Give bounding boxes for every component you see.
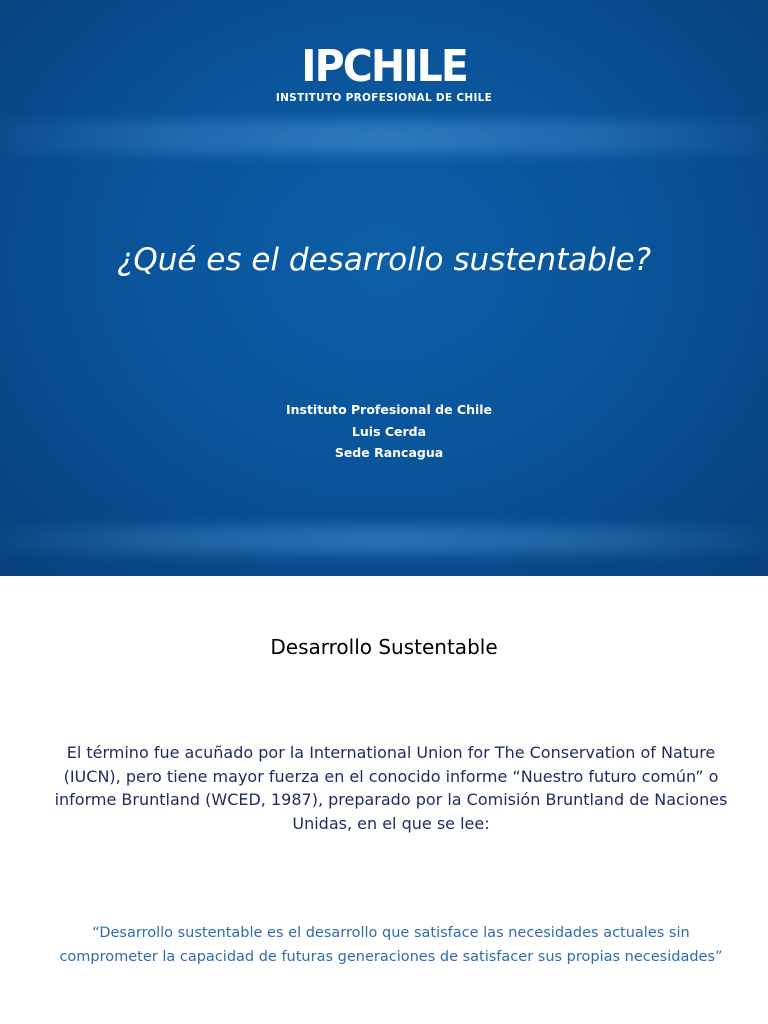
content-slide-title: Desarrollo Sustentable: [270, 635, 498, 659]
slide-title: ¿Qué es el desarrollo sustentable?: [116, 242, 652, 278]
content-slide: [0, 576, 768, 1024]
credits-block: [0, 399, 768, 464]
credit-campus: Sede Rancagua: [334, 445, 444, 460]
definition-paragraph: El término fue acuñado por la International Union for The Conservation of Nature (IUCN), pero tiene mayor fuerza en el conocido informe “Nuestro futuro común” o informe Bruntland (WCED, 1987), preparado por la Comisión Bruntland de Naciones Unidas, en el que se lee:: [54, 743, 728, 833]
decorative-light-band: [0, 120, 768, 154]
decorative-light-band: [0, 526, 768, 554]
logo-wordmark: IPCHILE: [301, 41, 467, 92]
definition-quote: “Desarrollo sustentable es el desarrollo que satisface las necesidades actuales sin comprometer la capacidad de futuras generaciones de satisfacer sus propias necesidades”: [59, 925, 723, 965]
logo-subtitle: INSTITUTO PROFESIONAL DE CHILE: [275, 92, 493, 104]
credit-author: Luis Cerda: [351, 423, 427, 439]
credit-institution: Instituto Profesional de Chile: [285, 402, 493, 417]
ipchile-logo: [0, 41, 768, 104]
